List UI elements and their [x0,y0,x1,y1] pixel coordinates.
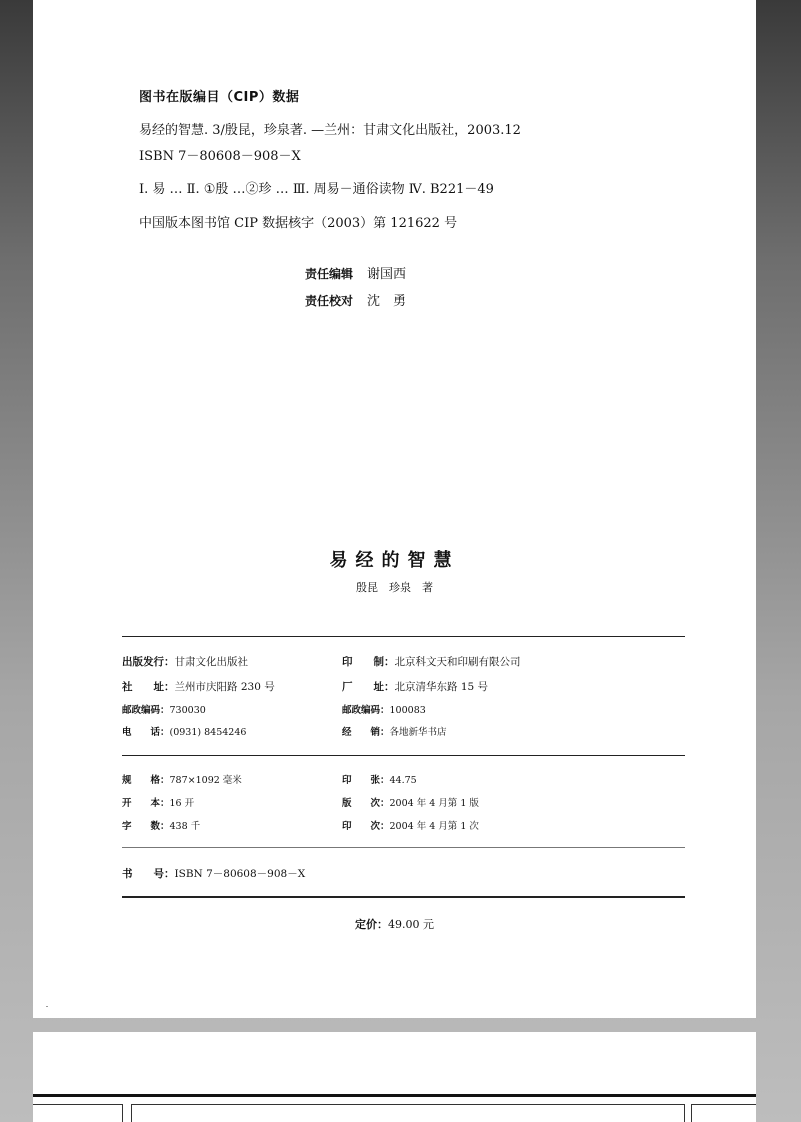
proofreader-name: 沈 勇 [367,294,407,309]
next-page-box-right [691,1104,756,1122]
divider-lower [122,847,685,848]
distributor-label: 经 销： [342,727,390,738]
format-label: 开 本： [122,798,170,809]
next-page-box-center [131,1104,685,1122]
printing-row [342,818,479,832]
words-label: 字 数： [122,821,170,832]
address-value: 兰州市庆阳路 230 号 [174,681,275,693]
publisher-row [122,654,248,669]
factory-row [342,679,488,694]
next-page-box-left [33,1104,123,1122]
edition-label: 版 次： [342,798,390,809]
proofreader-label: 责任校对 [305,294,354,308]
cip-line-title: 易经的智慧. 3/殷昆，珍泉著. —兰州：甘肃文化出版社，2003.12 [139,123,521,138]
factory-value: 北京清华东路 15 号 [394,681,489,693]
publisher-label: 出版发行： [122,656,175,668]
responsible-editor [305,263,406,282]
format-row [122,795,194,809]
size-value: 787×1092 毫米 [169,775,242,786]
factory-label: 厂 址： [342,681,395,693]
words-value: 438 千 [169,821,201,832]
postcode-label: 邮政编码： [122,705,170,716]
price-value: 49.00 元 [388,918,434,931]
distributor-row [342,724,447,738]
divider-bottom [122,896,685,898]
isbn-label: 书 号： [122,868,175,880]
next-page-rule [33,1094,756,1097]
sheets-row [342,772,417,786]
price [33,916,756,932]
format-value: 16 开 [169,798,195,809]
edition-row [342,795,479,809]
sheets-value: 44.75 [389,775,417,786]
phone-label: 电 话： [122,727,170,738]
next-page [33,1032,756,1122]
isbn-row [122,866,305,881]
printer-row [342,654,521,669]
responsible-proofreader [305,290,406,309]
book-authors: 殷昆 珍泉 著 [356,581,433,594]
scan-speck [46,1006,48,1007]
address-row [122,679,275,694]
price-label: 定价： [355,918,388,931]
distributor-value: 各地新华书店 [389,727,447,738]
publisher-value: 甘肃文化出版社 [174,656,248,668]
words-row [122,818,200,832]
isbn-value: ISBN 7－80608－908－X [174,868,306,880]
divider-top [122,636,685,637]
postcode2-value: 100083 [389,705,426,716]
size-row [122,772,242,786]
address-label: 社 址： [122,681,175,693]
printing-label: 印 次： [342,821,390,832]
postcode-row [122,702,206,716]
printing-value: 2004 年 4 月第 1 次 [389,821,479,832]
cip-line-isbn: ISBN 7－80608－908－X [139,149,301,164]
book-title: 易经的智慧 [329,550,460,571]
cip-line-classification: Ⅰ. 易 … Ⅱ. ①殷 …②珍 … Ⅲ. 周易－通俗读物 Ⅳ. B221－49 [139,182,494,197]
edition-value: 2004 年 4 月第 1 版 [389,798,479,809]
sheets-label: 印 张： [342,775,390,786]
divider-middle [122,755,685,756]
cip-line-record-number: 中国版本图书馆 CIP 数据核字（2003）第 121622 号 [139,216,458,231]
editor-label: 责任编辑 [305,267,354,281]
printer-value: 北京科文天和印刷有限公司 [394,656,521,668]
editor-name: 谢国西 [367,267,407,282]
cip-title: 图书在版编目（CIP）数据 [139,90,300,105]
postcode2-row [342,702,426,716]
size-label: 规 格： [122,775,170,786]
phone-row [122,724,246,738]
postcode-value: 730030 [169,705,206,716]
document-page [33,0,756,1018]
postcode2-label: 邮政编码： [342,705,390,716]
phone-value: (0931) 8454246 [169,727,247,738]
printer-label: 印 制： [342,656,395,668]
